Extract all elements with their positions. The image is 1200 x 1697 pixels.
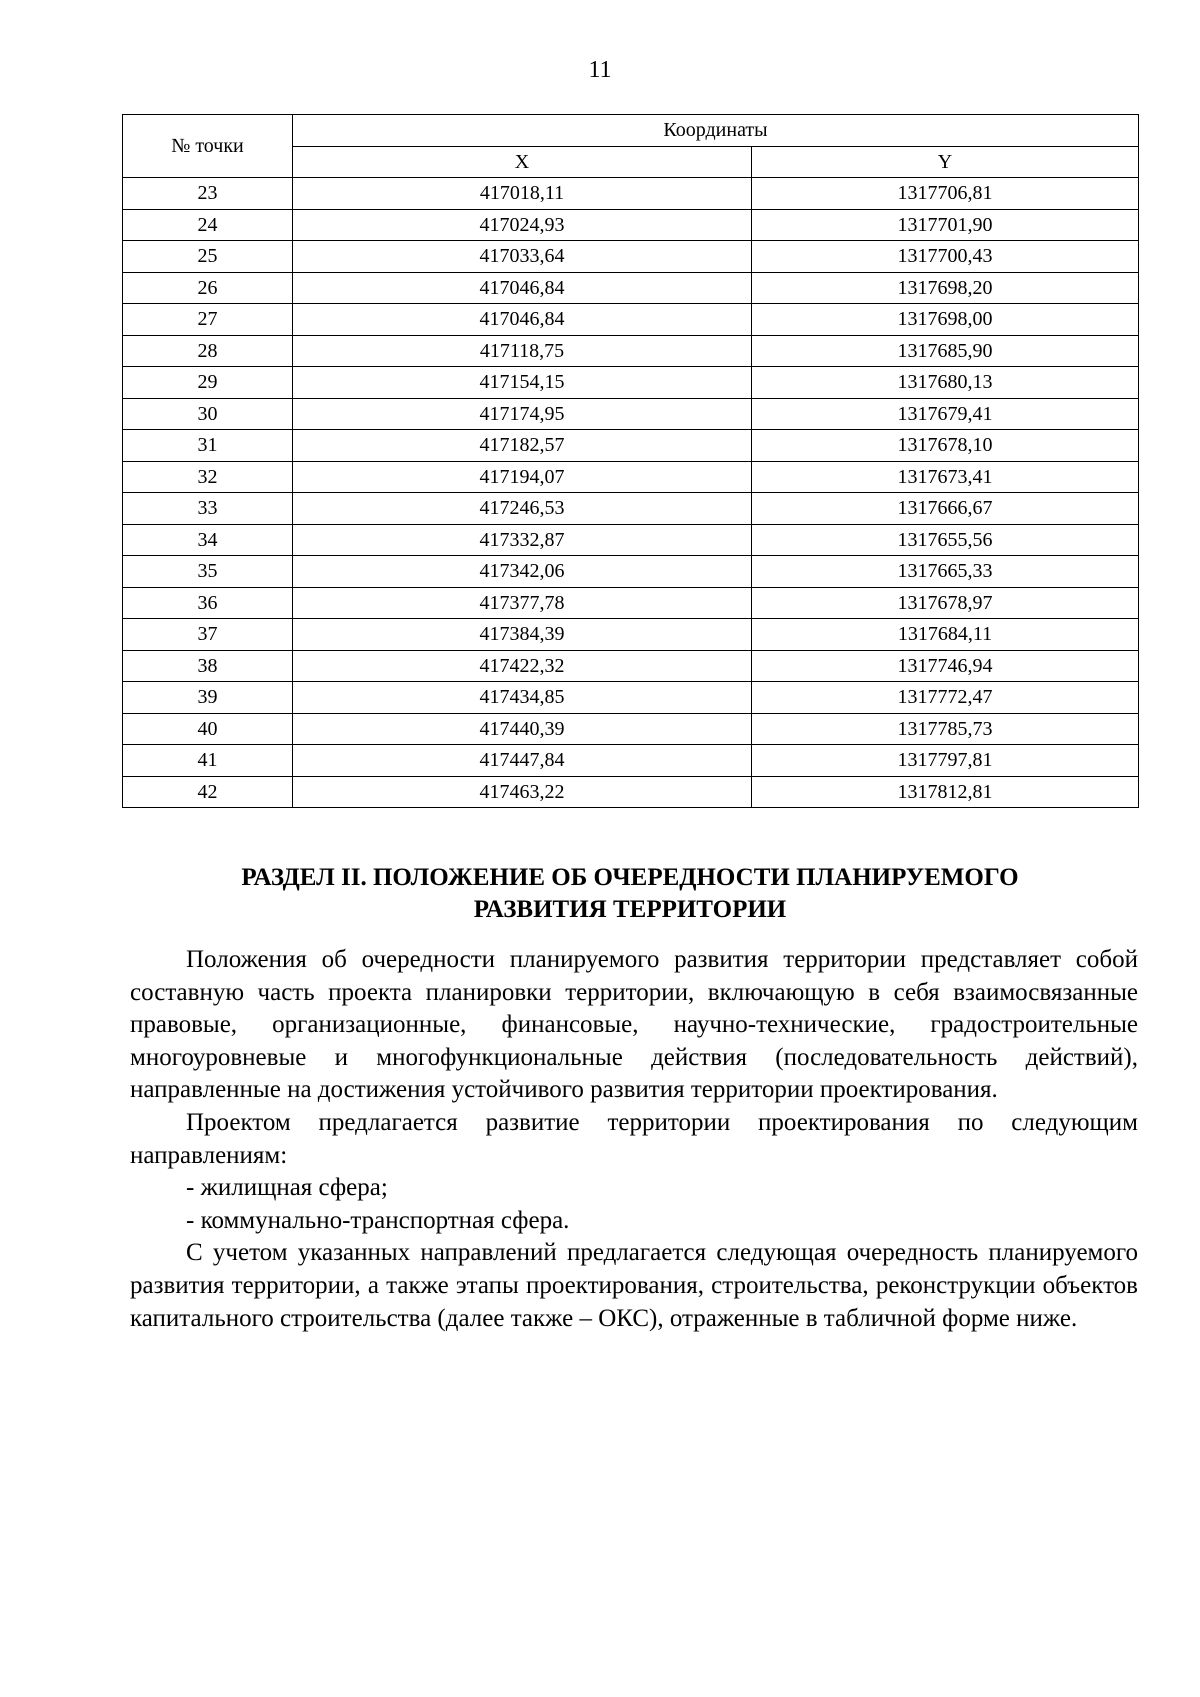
point-number-cell: 42: [123, 776, 293, 808]
point-number-cell: 32: [123, 461, 293, 493]
x-coordinate-cell: 417463,22: [293, 776, 752, 808]
table-row: [123, 272, 1139, 304]
point-number-cell: 27: [123, 304, 293, 336]
table-row: [123, 524, 1139, 556]
section-title-line-2: РАЗВИТИЯ ТЕРРИТОРИИ: [473, 896, 787, 923]
table-row: [123, 587, 1139, 619]
y-coordinate-cell: 1317706,81: [752, 178, 1139, 210]
section-body: [130, 944, 1138, 1335]
x-coordinate-cell: 417182,57: [293, 430, 752, 462]
page-number: 11: [588, 57, 612, 83]
header-coordinates: Координаты: [293, 115, 1139, 147]
table-row: [123, 398, 1139, 430]
y-coordinate-cell: 1317665,33: [752, 556, 1139, 588]
x-coordinate-cell: 417033,64: [293, 241, 752, 273]
y-coordinate-cell: 1317666,67: [752, 493, 1139, 525]
point-number-cell: 31: [123, 430, 293, 462]
point-number-cell: 33: [123, 493, 293, 525]
x-coordinate-cell: 417377,78: [293, 587, 752, 619]
y-coordinate-cell: 1317679,41: [752, 398, 1139, 430]
header-x: X: [293, 146, 752, 178]
y-coordinate-cell: 1317701,90: [752, 209, 1139, 241]
point-number-cell: 28: [123, 335, 293, 367]
y-coordinate-cell: 1317684,11: [752, 619, 1139, 651]
point-number-cell: 39: [123, 682, 293, 714]
y-coordinate-cell: 1317785,73: [752, 713, 1139, 745]
table-body: [123, 178, 1139, 808]
x-coordinate-cell: 417024,93: [293, 209, 752, 241]
paragraph-2: Проектом предлагается развитие территории проектирования по следующим направлениям:: [130, 1108, 1138, 1169]
table-row: [123, 430, 1139, 462]
y-coordinate-cell: 1317685,90: [752, 335, 1139, 367]
point-number-cell: 41: [123, 745, 293, 777]
table-row: [123, 178, 1139, 210]
table-row: [123, 713, 1139, 745]
y-coordinate-cell: 1317680,13: [752, 367, 1139, 399]
point-number-cell: 25: [123, 241, 293, 273]
section-title-line-1: РАЗДЕЛ II. ПОЛОЖЕНИЕ ОБ ОЧЕРЕДНОСТИ ПЛАНИРУЕМОГО: [241, 864, 1019, 891]
table-row: [123, 461, 1139, 493]
point-number-cell: 36: [123, 587, 293, 619]
x-coordinate-cell: 417384,39: [293, 619, 752, 651]
x-coordinate-cell: 417046,84: [293, 272, 752, 304]
x-coordinate-cell: 417194,07: [293, 461, 752, 493]
x-coordinate-cell: 417434,85: [293, 682, 752, 714]
table-row: [123, 650, 1139, 682]
point-number-cell: 29: [123, 367, 293, 399]
y-coordinate-cell: 1317678,97: [752, 587, 1139, 619]
x-coordinate-cell: 417174,95: [293, 398, 752, 430]
point-number-cell: 24: [123, 209, 293, 241]
header-y: Y: [752, 146, 1139, 178]
point-number-cell: 30: [123, 398, 293, 430]
list-item-housing: - жилищная сфера;: [186, 1174, 388, 1202]
coordinates-table: [122, 114, 1139, 808]
table-row: [123, 776, 1139, 808]
y-coordinate-cell: 1317698,00: [752, 304, 1139, 336]
y-coordinate-cell: 1317678,10: [752, 430, 1139, 462]
list-item-utilities-transport: - коммунально-транспортная сфера.: [186, 1206, 570, 1234]
y-coordinate-cell: 1317812,81: [752, 776, 1139, 808]
table-row: [123, 745, 1139, 777]
paragraph-3: С учетом указанных направлений предлагается следующая очередность планируемого развития территории, а также этапы проектирования, строительства, реконструкции объектов капитального строительства (далее также – ОКС), отраженные в табличной форме ниже.: [130, 1239, 1138, 1332]
point-number-cell: 34: [123, 524, 293, 556]
x-coordinate-cell: 417118,75: [293, 335, 752, 367]
header-point-number: № точки: [123, 115, 293, 178]
x-coordinate-cell: 417018,11: [293, 178, 752, 210]
table-row: [123, 682, 1139, 714]
x-coordinate-cell: 417342,06: [293, 556, 752, 588]
table-row: [123, 367, 1139, 399]
table-row: [123, 556, 1139, 588]
x-coordinate-cell: 417246,53: [293, 493, 752, 525]
point-number-cell: 37: [123, 619, 293, 651]
table-row: [123, 493, 1139, 525]
y-coordinate-cell: 1317746,94: [752, 650, 1139, 682]
point-number-cell: 35: [123, 556, 293, 588]
x-coordinate-cell: 417046,84: [293, 304, 752, 336]
y-coordinate-cell: 1317655,56: [752, 524, 1139, 556]
section-title: [122, 862, 1138, 926]
table-header: [123, 115, 1139, 178]
x-coordinate-cell: 417447,84: [293, 745, 752, 777]
table-row: [123, 619, 1139, 651]
table-header-row: [123, 115, 1139, 147]
x-coordinate-cell: 417332,87: [293, 524, 752, 556]
y-coordinate-cell: 1317797,81: [752, 745, 1139, 777]
table-row: [123, 335, 1139, 367]
point-number-cell: 40: [123, 713, 293, 745]
point-number-cell: 26: [123, 272, 293, 304]
paragraph-1: Положения об очередности планируемого развития территории представляет собой составную часть проекта планировки территории, включающую в себя взаимосвязанные правовые, организационные, финансовые, научно-технические, градостроительные многоуровневые и многофункциональные действия (последовательность действий), направленные на достижения устойчивого развития территории проектирования.: [130, 946, 1138, 1104]
table-row: [123, 209, 1139, 241]
point-number-cell: 23: [123, 178, 293, 210]
y-coordinate-cell: 1317772,47: [752, 682, 1139, 714]
table-row: [123, 241, 1139, 273]
x-coordinate-cell: 417440,39: [293, 713, 752, 745]
y-coordinate-cell: 1317698,20: [752, 272, 1139, 304]
y-coordinate-cell: 1317673,41: [752, 461, 1139, 493]
table-row: [123, 304, 1139, 336]
x-coordinate-cell: 417154,15: [293, 367, 752, 399]
y-coordinate-cell: 1317700,43: [752, 241, 1139, 273]
point-number-cell: 38: [123, 650, 293, 682]
x-coordinate-cell: 417422,32: [293, 650, 752, 682]
